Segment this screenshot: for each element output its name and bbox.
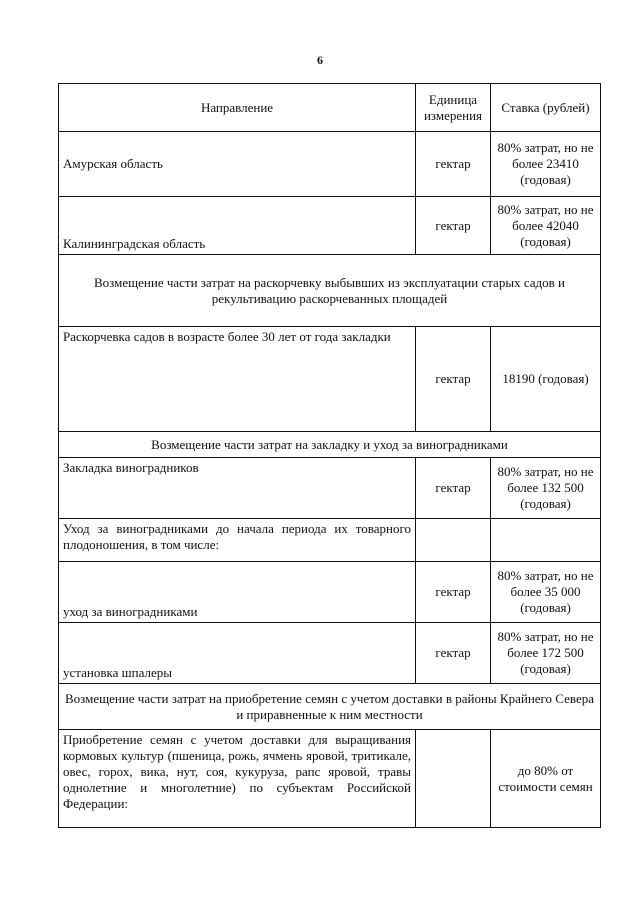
header-rate: Ставка (рублей) — [491, 84, 601, 132]
row-rate: 80% затрат, но не более 23410 (годовая) — [491, 132, 601, 197]
row-direction: Раскорчевка садов в возрасте более 30 лет от года закладки — [59, 327, 416, 432]
section-title: Возмещение части затрат на закладку и уход за виноградниками — [59, 432, 601, 458]
section-title: Возмещение части затрат на приобретение семян с учетом доставки в районы Крайнего Севера и приравненные к ним местности — [59, 684, 601, 730]
header-unit: Единица измерения — [416, 84, 491, 132]
table-row — [59, 562, 601, 623]
rates-table — [58, 83, 601, 828]
section-row-orchards — [59, 255, 601, 327]
row-unit: гектар — [416, 458, 491, 519]
row-direction: установка шпалеры — [59, 623, 416, 684]
row-direction: уход за виноградниками — [59, 562, 416, 623]
table-row — [59, 519, 601, 562]
row-unit-empty — [416, 519, 491, 562]
row-direction: Приобретение семян с учетом доставки для выращивания кормовых культур (пшеница, рожь, ячмень яровой, тритикале, овес, горох, вика, нут, соя, кукуруза, рапс яровой, травы однолетние и многолетние) по субъектам Российской Федерации: — [59, 730, 416, 828]
row-rate: 80% затрат, но не более 172 500 (годовая) — [491, 623, 601, 684]
table-row — [59, 132, 601, 197]
row-unit: гектар — [416, 132, 491, 197]
row-rate: 80% затрат, но не более 42040 (годовая) — [491, 197, 601, 255]
table-row — [59, 327, 601, 432]
row-direction: Уход за виноградниками до начала периода их товарного плодоношения, в том числе: — [59, 519, 416, 562]
row-unit: гектар — [416, 623, 491, 684]
table-row — [59, 730, 601, 828]
row-unit — [416, 730, 491, 828]
table-header-row — [59, 84, 601, 132]
table-row — [59, 197, 601, 255]
section-title: Возмещение части затрат на раскорчевку выбывших из эксплуатации старых садов и рекультивацию раскорчеванных площадей — [59, 255, 601, 327]
row-rate: 80% затрат, но не более 35 000 (годовая) — [491, 562, 601, 623]
table-row — [59, 623, 601, 684]
row-direction: Закладка виноградников — [59, 458, 416, 519]
row-rate: до 80% от стоимости семян — [491, 730, 601, 828]
section-row-seeds — [59, 684, 601, 730]
page-number: 6 — [317, 53, 323, 67]
row-unit: гектар — [416, 197, 491, 255]
section-row-vineyards — [59, 432, 601, 458]
row-direction: Амурская область — [59, 132, 416, 197]
row-direction: Калининградская область — [59, 197, 416, 255]
row-rate: 80% затрат, но не более 132 500 (годовая) — [491, 458, 601, 519]
row-rate-empty — [491, 519, 601, 562]
row-unit: гектар — [416, 327, 491, 432]
row-unit: гектар — [416, 562, 491, 623]
table-row — [59, 458, 601, 519]
row-rate: 18190 (годовая) — [491, 327, 601, 432]
header-direction: Направление — [59, 84, 416, 132]
